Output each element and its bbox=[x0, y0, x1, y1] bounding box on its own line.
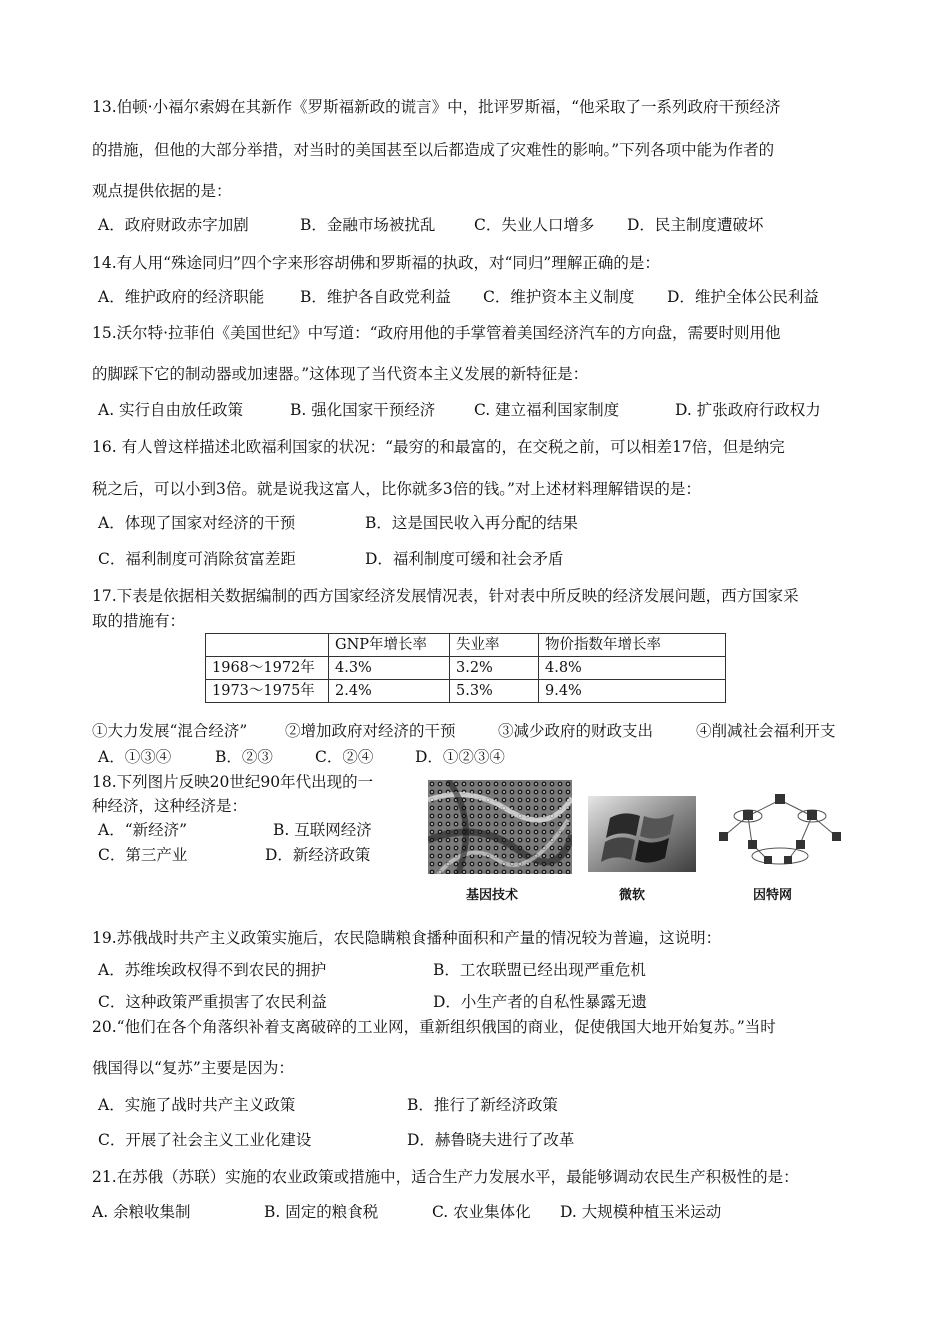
q16-stem-line1: 16. 有人曾这样描述北欧福利国家的状况：“最穷的和最富的，在交税之前，可以相差17倍，但是纳完 bbox=[92, 438, 785, 456]
q14-option-b: B．维护各自政党利益 bbox=[300, 288, 451, 306]
q16-stem-line2: 税之后，可以小到3倍。就是说我这富人，比你就多3倍的钱。”对上述材料理解错误的是： bbox=[92, 480, 701, 498]
gene-technology-image bbox=[428, 780, 572, 874]
q17-measure-2: ②增加政府对经济的干预 bbox=[285, 722, 456, 740]
q20-option-b: B．推行了新经济政策 bbox=[407, 1096, 558, 1114]
table-header-cell: GNP年增长率 bbox=[329, 634, 450, 657]
microsoft-windows-logo-image bbox=[588, 796, 696, 872]
table-header-cell bbox=[206, 634, 329, 657]
q20-stem-line2: 俄国得以“复苏”主要是因为： bbox=[92, 1059, 294, 1077]
q21-option-d: D. 大规模种植玉米运动 bbox=[560, 1203, 722, 1221]
q18-option-a: A．“新经济” bbox=[98, 821, 188, 839]
q18-option-d: D．新经济政策 bbox=[265, 846, 371, 864]
q16-option-d: D．福利制度可缓和社会矛盾 bbox=[365, 550, 564, 568]
q15-stem-line1: 15.沃尔特·拉菲伯《美国世纪》中写道：“政府用他的手掌管着美国经济汽车的方向盘，需要时则用他 bbox=[92, 324, 781, 342]
q21-stem: 21.在苏俄（苏联）实施的农业政策或措施中，适合生产力发展水平，最能够调动农民生产积极性的是： bbox=[92, 1168, 799, 1186]
table-header-cell: 物价指数年增长率 bbox=[539, 634, 726, 657]
q20-option-a: A．实施了战时共产主义政策 bbox=[98, 1096, 296, 1114]
table-cell: 4.8% bbox=[539, 657, 726, 680]
q13-stem-line1: 13.伯顿·小福尔索姆在其新作《罗斯福新政的谎言》中，批评罗斯福，“他采取了一系列政府干预经济 bbox=[92, 98, 781, 116]
q13-option-d: D．民主制度遭破坏 bbox=[627, 216, 764, 234]
q21-option-c: C. 农业集体化 bbox=[432, 1203, 531, 1221]
q17-option-a: A．①③④ bbox=[98, 748, 172, 766]
q17-option-d: D．①②③④ bbox=[415, 748, 505, 766]
table-cell: 1968～1972年 bbox=[206, 657, 329, 680]
q19-option-a: A．苏维埃政权得不到农民的拥护 bbox=[98, 961, 327, 979]
table-cell: 3.2% bbox=[450, 657, 539, 680]
q18-option-c: C．第三产业 bbox=[98, 846, 188, 864]
q15-option-b: B. 强化国家干预经济 bbox=[290, 401, 436, 419]
table-cell: 1973～1975年 bbox=[206, 680, 329, 703]
q21-option-b: B. 固定的粮食税 bbox=[264, 1203, 379, 1221]
microsoft-caption: 微软 bbox=[619, 888, 646, 903]
table-cell: 9.4% bbox=[539, 680, 726, 703]
q14-option-d: D．维护全体公民利益 bbox=[667, 288, 819, 306]
q17-measure-4: ④削减社会福利开支 bbox=[696, 722, 836, 740]
table-cell: 5.3% bbox=[450, 680, 539, 703]
q15-option-a: A. 实行自由放任政策 bbox=[98, 401, 244, 419]
q17-measure-1: ①大力发展“混合经济” bbox=[92, 722, 248, 740]
q20-stem-line1: 20.“他们在各个角落织补着支离破碎的工业网，重新组织俄国的商业，促使俄国大地开始复苏。”当时 bbox=[92, 1018, 776, 1036]
q16-option-b: B．这是国民收入再分配的结果 bbox=[365, 514, 578, 532]
q17-stem-line2: 取的措施有： bbox=[92, 612, 186, 630]
table-header-cell: 失业率 bbox=[450, 634, 539, 657]
q19-option-b: B．工农联盟已经出现严重危机 bbox=[433, 961, 646, 979]
q19-stem: 19.苏俄战时共产主义政策实施后，农民隐瞒粮食播种面积和产量的情况较为普遍，这说明： bbox=[92, 929, 722, 947]
q14-stem: 14.有人用“殊途同归”四个字来形容胡佛和罗斯福的执政，对“同归”理解正确的是： bbox=[92, 254, 660, 272]
internet-caption: 因特网 bbox=[753, 888, 793, 903]
q16-option-c: C．福利制度可消除贫富差距 bbox=[98, 550, 296, 568]
q20-option-c: C．开展了社会主义工业化建设 bbox=[98, 1131, 312, 1149]
q17-stem-line1: 17.下表是依据相关数据编制的西方国家经济发展情况表，针对表中所反映的经济发展问题，西方国家采 bbox=[92, 587, 799, 605]
q13-option-a: A．政府财政赤字加剧 bbox=[98, 216, 249, 234]
q13-stem-line3: 观点提供依据的是： bbox=[92, 182, 232, 200]
q13-option-c: C．失业人口增多 bbox=[474, 216, 595, 234]
internet-network-diagram-image bbox=[708, 790, 852, 874]
q19-option-c: C．这种政策严重损害了农民利益 bbox=[98, 993, 327, 1011]
gene-technology-caption: 基因技术 bbox=[466, 888, 519, 903]
q14-option-c: C．维护资本主义制度 bbox=[483, 288, 635, 306]
q17-option-c: C．②④ bbox=[315, 748, 374, 766]
q21-option-a: A. 余粮收集制 bbox=[92, 1203, 191, 1221]
q16-option-a: A．体现了国家对经济的干预 bbox=[98, 514, 296, 532]
table-header-row bbox=[206, 634, 726, 657]
q13-option-b: B．金融市场被扰乱 bbox=[300, 216, 436, 234]
q14-option-a: A．维护政府的经济职能 bbox=[98, 288, 265, 306]
q18-option-b: B. 互联网经济 bbox=[273, 821, 372, 839]
q19-option-d: D．小生产者的自私性暴露无遗 bbox=[433, 993, 647, 1011]
q18-stem-line1: 18.下列图片反映20世纪90年代出现的一 bbox=[92, 773, 374, 791]
q17-measure-3: ③减少政府的财政支出 bbox=[498, 722, 654, 740]
table-row bbox=[206, 680, 726, 703]
q20-option-d: D．赫鲁晓夫进行了改革 bbox=[407, 1131, 575, 1149]
q13-stem-line2: 的措施，但他的大部分举措，对当时的美国甚至以后都造成了灾难性的影响。”下列各项中能为作者的 bbox=[92, 141, 775, 159]
q15-stem-line2: 的脚踩下它的制动器或加速器。”这体现了当代资本主义发展的新特征是： bbox=[92, 365, 589, 383]
q18-stem-line2: 种经济，这种经济是： bbox=[92, 797, 248, 815]
q15-option-d: D. 扩张政府行政权力 bbox=[675, 401, 821, 419]
q17-option-b: B．②③ bbox=[215, 748, 273, 766]
table-cell: 4.3% bbox=[329, 657, 450, 680]
q15-option-c: C. 建立福利国家制度 bbox=[474, 401, 620, 419]
economic-data-table bbox=[205, 633, 726, 703]
table-row bbox=[206, 657, 726, 680]
table-cell: 2.4% bbox=[329, 680, 450, 703]
